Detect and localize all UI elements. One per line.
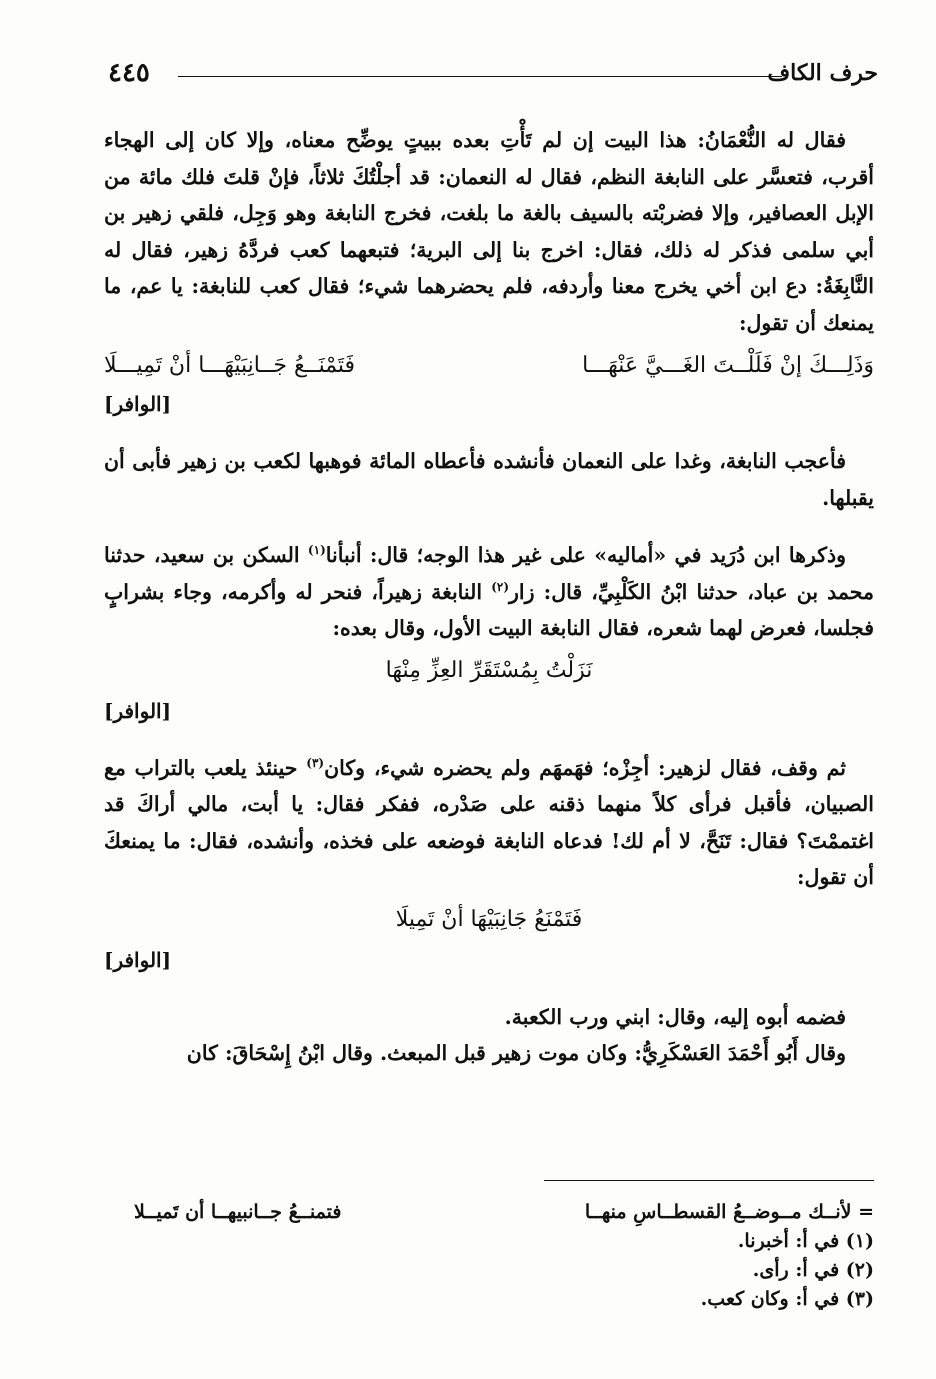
- paragraph-4-part-b: حينئذ يلعب بالتراب مع الصبيان، فأقبل فرأى كلاً منهما ذقنه على صَدْره، ففكر فقال: يا أبت، مالي أراكَ قد اغتممْتَ؟ فقال: تَنَحَّ، لا أم لك! فدعاه النابغة فوضعه على فخذه، وأنشده، فقال: ما يمنعكَ أن تقول:: [104, 755, 874, 889]
- paragraph-3-part-c: النابغة زهيراً، فنحر له وأكرمه، وجاء بشرابٍ فجلسا، فعرض لهما شعره، فقال النابغة البيت الأول، وقال بعده:: [104, 579, 874, 640]
- footnote-2: (٢) في أ: رأى.: [752, 1259, 874, 1281]
- page-number: ٤٤٥: [108, 58, 150, 88]
- verse-1-second-hemistich: فَتَمْنَــعُ جَــانِبَيْهَـــا أنْ تَمِيـــلَا: [104, 353, 356, 378]
- footnote-3: (٣) في أ: وكان كعب.: [700, 1288, 874, 1310]
- footnote-1: (١) في أ: أخبرنا.: [737, 1230, 874, 1252]
- header-rule: [178, 76, 782, 77]
- footnote-verse-first: = لأنــك مــوضــعُ القسطــاسِ منهــا: [584, 1201, 874, 1223]
- running-head: حرف الكاف: [767, 60, 878, 86]
- verse-1-first-hemistich: وَذَلِـــكَ إنْ فَلَلْــتَ الغَـــيَّ عَنْهَـــا: [582, 353, 874, 378]
- footnote-verse-continuation: [104, 1180, 874, 1227]
- meter-label-3: [الوافر]: [104, 947, 172, 972]
- paragraph-1: فقال له النُّعْمَانُ: هذا البيت إن لم تَأْتِ بعده ببيتٍ يوضِّح معناه، وإلا كان إلى الهجاء أقرب، فتعسَّر على النابغة النظم، فقال له النعمان: قد أجلْتُكَ ثلاثاً، فإنْ قلتَ فلك مائة من الإبل العصافير، وإلا فضربْته بالسيف بالغة ما بلغت، فخرج النابغة وهو وَجِل، فلقي زهير بن أبي سلمى فذكر له ذلك، فقال: اخرج بنا إلى البرية؛ فتبعهما كعب فردَّهُ زهير، فقال له النَّابِغَةُ: دع ابن أخي يخرج معنا وأردفه، فلم يحضرهما شيء؛ فقال كعب للنابغة: يا عم، ما يمنعك أن تقول:: [104, 128, 874, 335]
- verse-1: [104, 346, 874, 386]
- paragraph-3-part-a: وذكرها ابن دُرَيد في «أماليه» على غير هذا الوجه؛ قال: أنبأنا: [325, 543, 846, 567]
- paragraph-6: وقال أَبُو أَحْمَدَ العَسْكَرِيُّ: وكان موت زهير قبل المبعث. وقال ابْنُ إِسْحَاقَ: كان: [186, 1041, 846, 1065]
- footnotes: [104, 1180, 874, 1314]
- paragraph-2: فأعجب النابغة، وغدا على النعمان فأنشده فأعطاه المائة فوهبها لكعب بن زهير فأبى أن يقبلها.: [104, 449, 874, 510]
- meter-label-1: [الوافر]: [104, 392, 172, 416]
- footnote-ref-1: (١): [307, 543, 326, 558]
- paragraph-5: فضمه أبوه إليه، وقال: ابني ورب الكعبة.: [504, 1004, 846, 1029]
- paragraph-4-part-a: ثم وقف، فقال لزهير: أجِزْه؛ فهَمهَم ولم يحضره شيء، وكان: [324, 755, 846, 780]
- verse-3: فَتَمْنَعُ جَانِبَيْهَا أنْ تَمِيلَا: [395, 906, 583, 932]
- footnote-rule: [544, 1180, 874, 1181]
- page-header: [108, 58, 878, 92]
- verse-2: نَزَلْتُ بِمُسْتَقَرِّ العِزِّ مِنْهَا: [385, 657, 593, 683]
- paragraph-3-part-b: السكن بن سعيد، حدثنا محمد بن عباد، حدثنا ابْنُ الكَلْبِيِّ، قال: زار: [104, 543, 874, 604]
- meter-label-2: [الوافر]: [104, 698, 172, 723]
- paragraph-3: [104, 537, 874, 647]
- paragraph-4: [104, 750, 874, 896]
- footnote-verse-second: فتمنــعُ جــانبيهــا أن تَميــلا: [134, 1201, 342, 1223]
- footnote-ref-2: (٢): [491, 579, 510, 594]
- main-text: [104, 122, 874, 1072]
- footnote-ref-3: (٣): [306, 755, 325, 770]
